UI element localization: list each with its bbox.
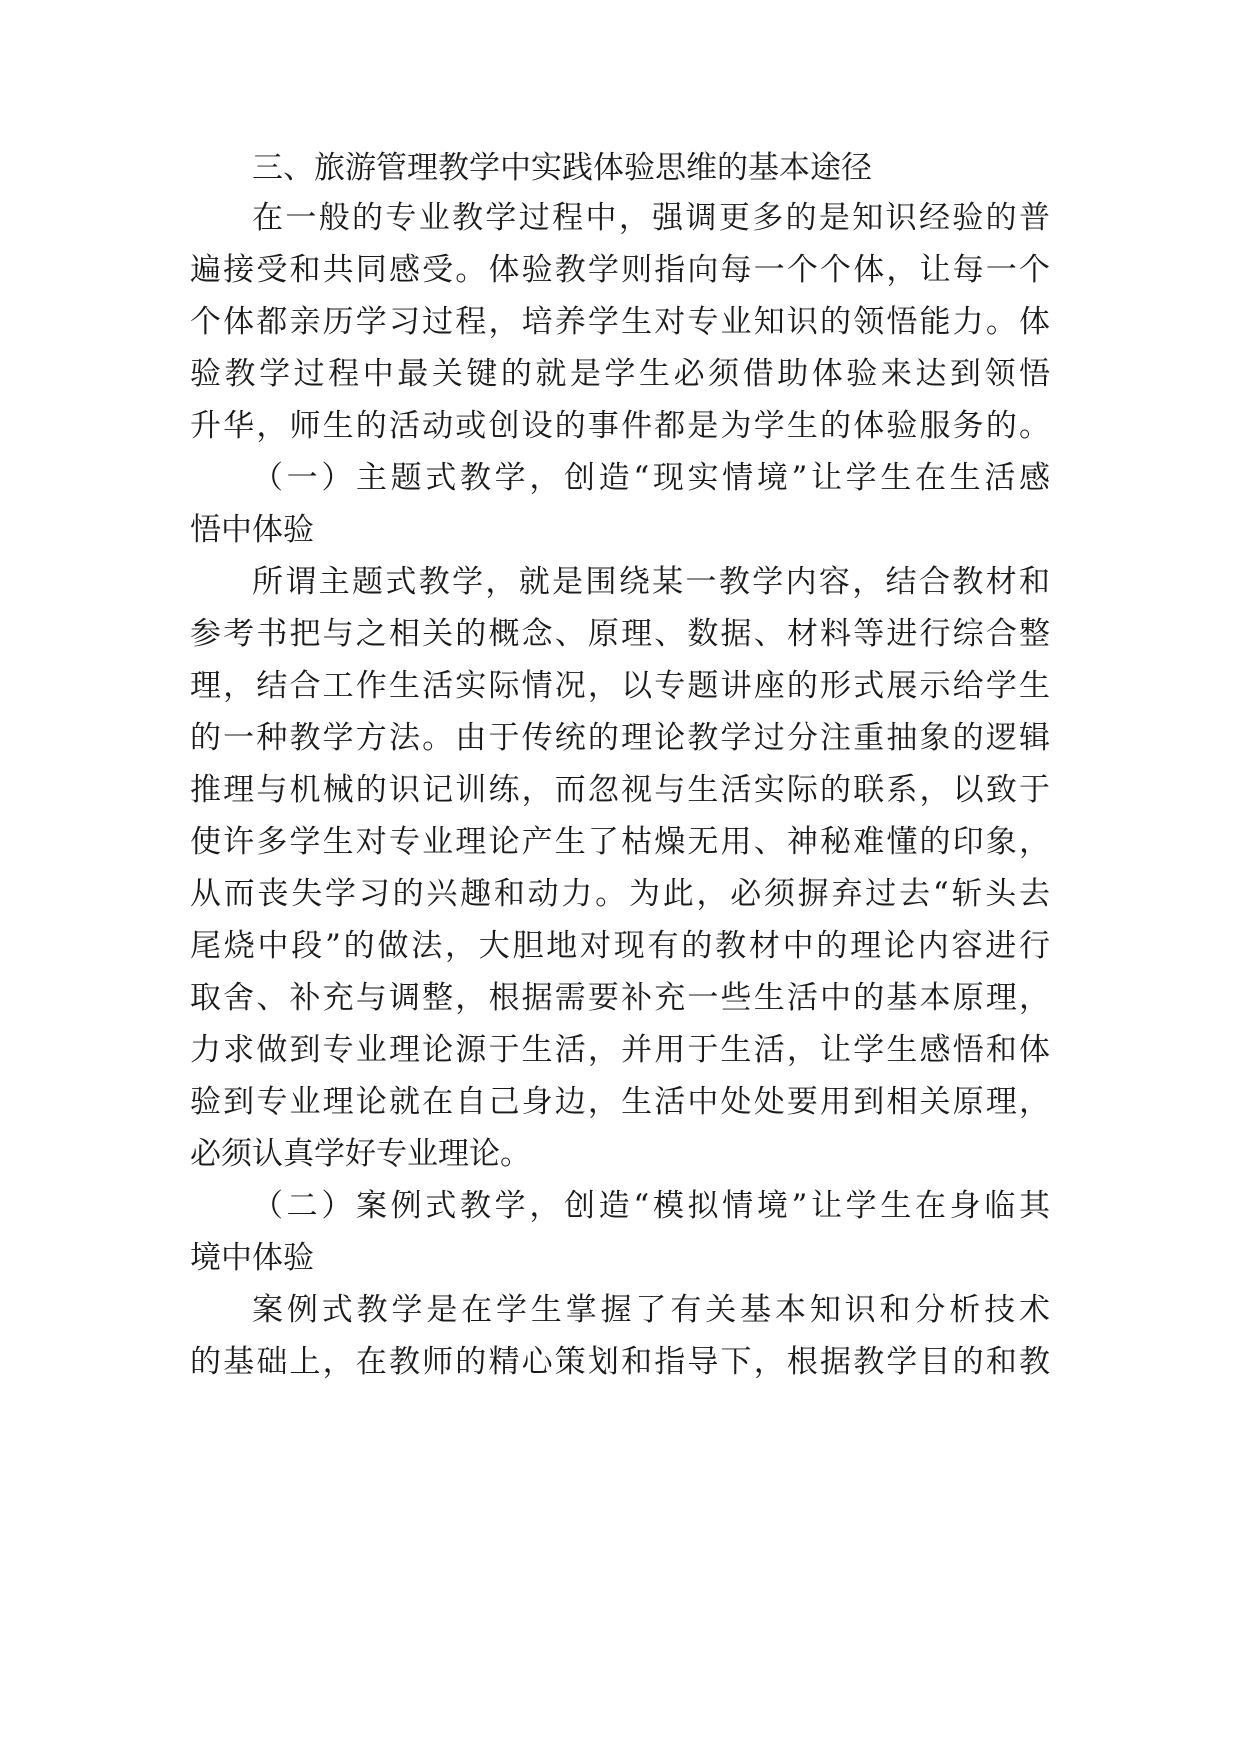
paragraph-1-line: 力求做到专业理论源于生活，并用于生活，让学生感悟和体 [190,1032,1050,1068]
paragraph-1-line: 从而丧失学习的兴趣和动力。为此，必须摒弃过去“斩头去 [190,876,1050,912]
intro-paragraph-line: 遍接受和共同感受。体验教学则指向每一个个体，让每一个 [190,252,1050,288]
paragraph-1-line: 理，结合工作生活实际情况，以专题讲座的形式展示给学生 [190,668,1050,704]
paragraph-1-line: 推理与机械的识记训练，而忽视与生活实际的联系，以致于 [190,772,1050,808]
subheading-1-line: 悟中体验 [190,512,314,548]
intro-paragraph-line: 在一般的专业教学过程中，强调更多的是知识经验的普 [252,200,1050,236]
intro-paragraph-line: 验教学过程中最关键的就是学生必须借助体验来达到领悟 [190,356,1050,392]
paragraph-1-line: 参考书把与之相关的概念、原理、数据、材料等进行综合整 [190,616,1050,652]
subheading-2-line: 境中体验 [190,1240,314,1276]
paragraph-1-line: 尾烧中段”的做法，大胆地对现有的教材中的理论内容进行 [190,928,1050,964]
intro-paragraph-line: 个体都亲历学习过程，培养学生对专业知识的领悟能力。体 [190,304,1050,340]
paragraph-1-line: 的一种教学方法。由于传统的理论教学过分注重抽象的逻辑 [190,720,1050,756]
paragraph-1-line: 验到专业理论就在自己身边，生活中处处要用到相关原理， [190,1084,1050,1120]
section-heading: 三、旅游管理教学中实践体验思维的基本途径 [252,150,872,186]
subheading-1-line: （一）主题式教学，创造“现实情境”让学生在生活感 [252,460,1050,496]
paragraph-2-line: 案例式教学是在学生掌握了有关基本知识和分析技术 [252,1292,1050,1328]
paragraph-1-line: 使许多学生对专业理论产生了枯燥无用、神秘难懂的印象， [190,824,1050,860]
subheading-2-line: （二）案例式教学，创造“模拟情境”让学生在身临其 [252,1188,1050,1224]
paragraph-1-line: 所谓主题式教学，就是围绕某一教学内容，结合教材和 [252,564,1050,600]
paragraph-1-line: 必须认真学好专业理论。 [190,1136,531,1172]
paragraph-1-line: 取舍、补充与调整，根据需要补充一些生活中的基本原理， [190,980,1050,1016]
paragraph-2-line: 的基础上，在教师的精心策划和指导下，根据教学目的和教 [190,1344,1050,1380]
intro-paragraph-line: 升华，师生的活动或创设的事件都是为学生的体验服务的。 [190,408,1050,444]
